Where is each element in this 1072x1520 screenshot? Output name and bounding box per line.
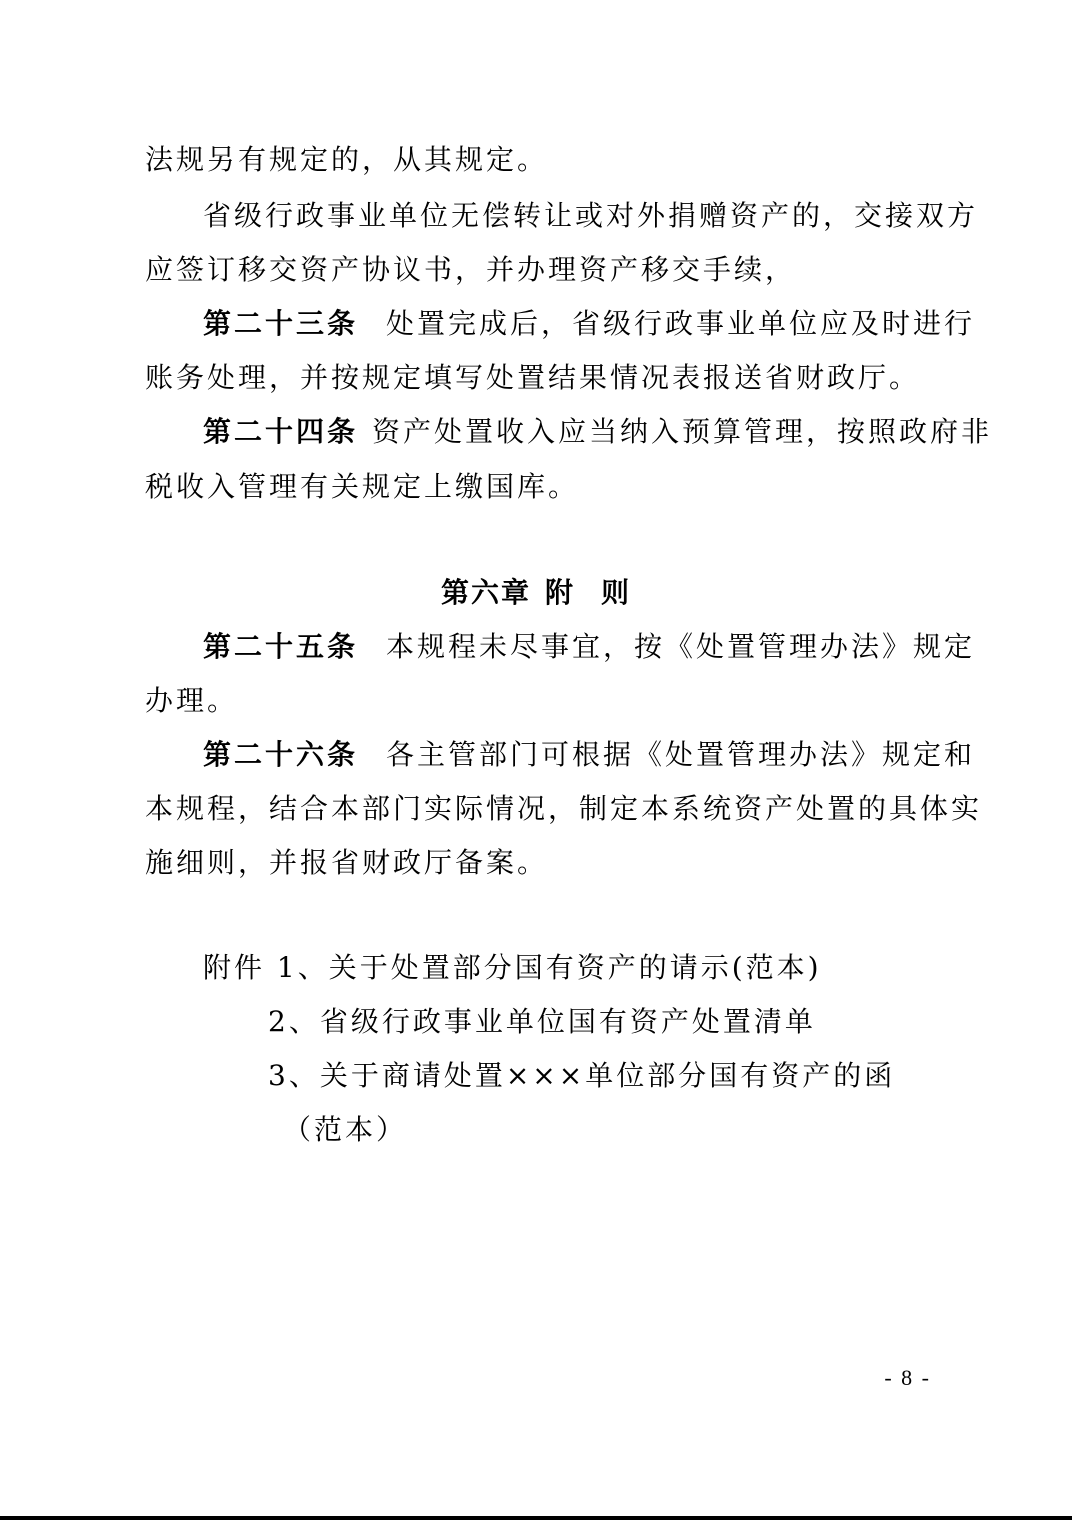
article-text: 处置完成后，省级行政事业单位应及时进行 — [386, 307, 976, 340]
article-label: 第二十三条 — [203, 307, 359, 340]
bottom-border — [0, 1516, 1072, 1520]
article-text: 资产处置收入应当纳入预算管理，按照政府非 — [372, 415, 993, 448]
article-text: 本规程未尽事宜，按《处置管理办法》规定 — [386, 630, 976, 663]
chapter-title-part: 则 — [601, 576, 632, 609]
paragraph-line: 税收入管理有关规定上缴国库。 — [145, 470, 580, 503]
paragraph-line: 施细则，并报省财政厅备案。 — [145, 846, 549, 879]
paragraph-line: 账务处理，并按规定填写处置结果情况表报送省财政厅。 — [145, 361, 921, 394]
paragraph-line: 应签订移交资产协议书，并办理资产移交手续， — [145, 253, 797, 286]
attachment-item: 3、关于商请处置×××单位部分国有资产的函 — [268, 1059, 896, 1092]
chapter-title-part: 附 — [544, 576, 575, 609]
article-25 — [203, 627, 976, 667]
paragraph-line: 本规程，结合本部门实际情况，制定本系统资产处置的具体实 — [145, 792, 983, 825]
article-24 — [203, 412, 993, 452]
attachment-item: 附件 1、关于处置部分国有资产的请示(范本) — [203, 951, 822, 984]
paragraph-line: 办理。 — [145, 684, 239, 717]
chapter-number: 第六章 — [440, 576, 531, 609]
page-number: - 8 - — [884, 1365, 931, 1390]
article-label: 第二十四条 — [203, 415, 359, 448]
paragraph-line: 法规另有规定的，从其规定。 — [145, 143, 549, 176]
article-23 — [203, 304, 976, 344]
attachment-item: 2、省级行政事业单位国有资产处置清单 — [268, 1005, 816, 1038]
chapter-heading — [0, 573, 1072, 613]
article-label: 第二十六条 — [203, 738, 359, 771]
article-26 — [203, 735, 976, 775]
paragraph-line: 省级行政事业单位无偿转让或对外捐赠资产的，交接双方 — [203, 199, 979, 232]
attachment-item-continuation: （范本） — [283, 1113, 408, 1146]
article-label: 第二十五条 — [203, 630, 359, 663]
article-text: 各主管部门可根据《处置管理办法》规定和 — [386, 738, 976, 771]
